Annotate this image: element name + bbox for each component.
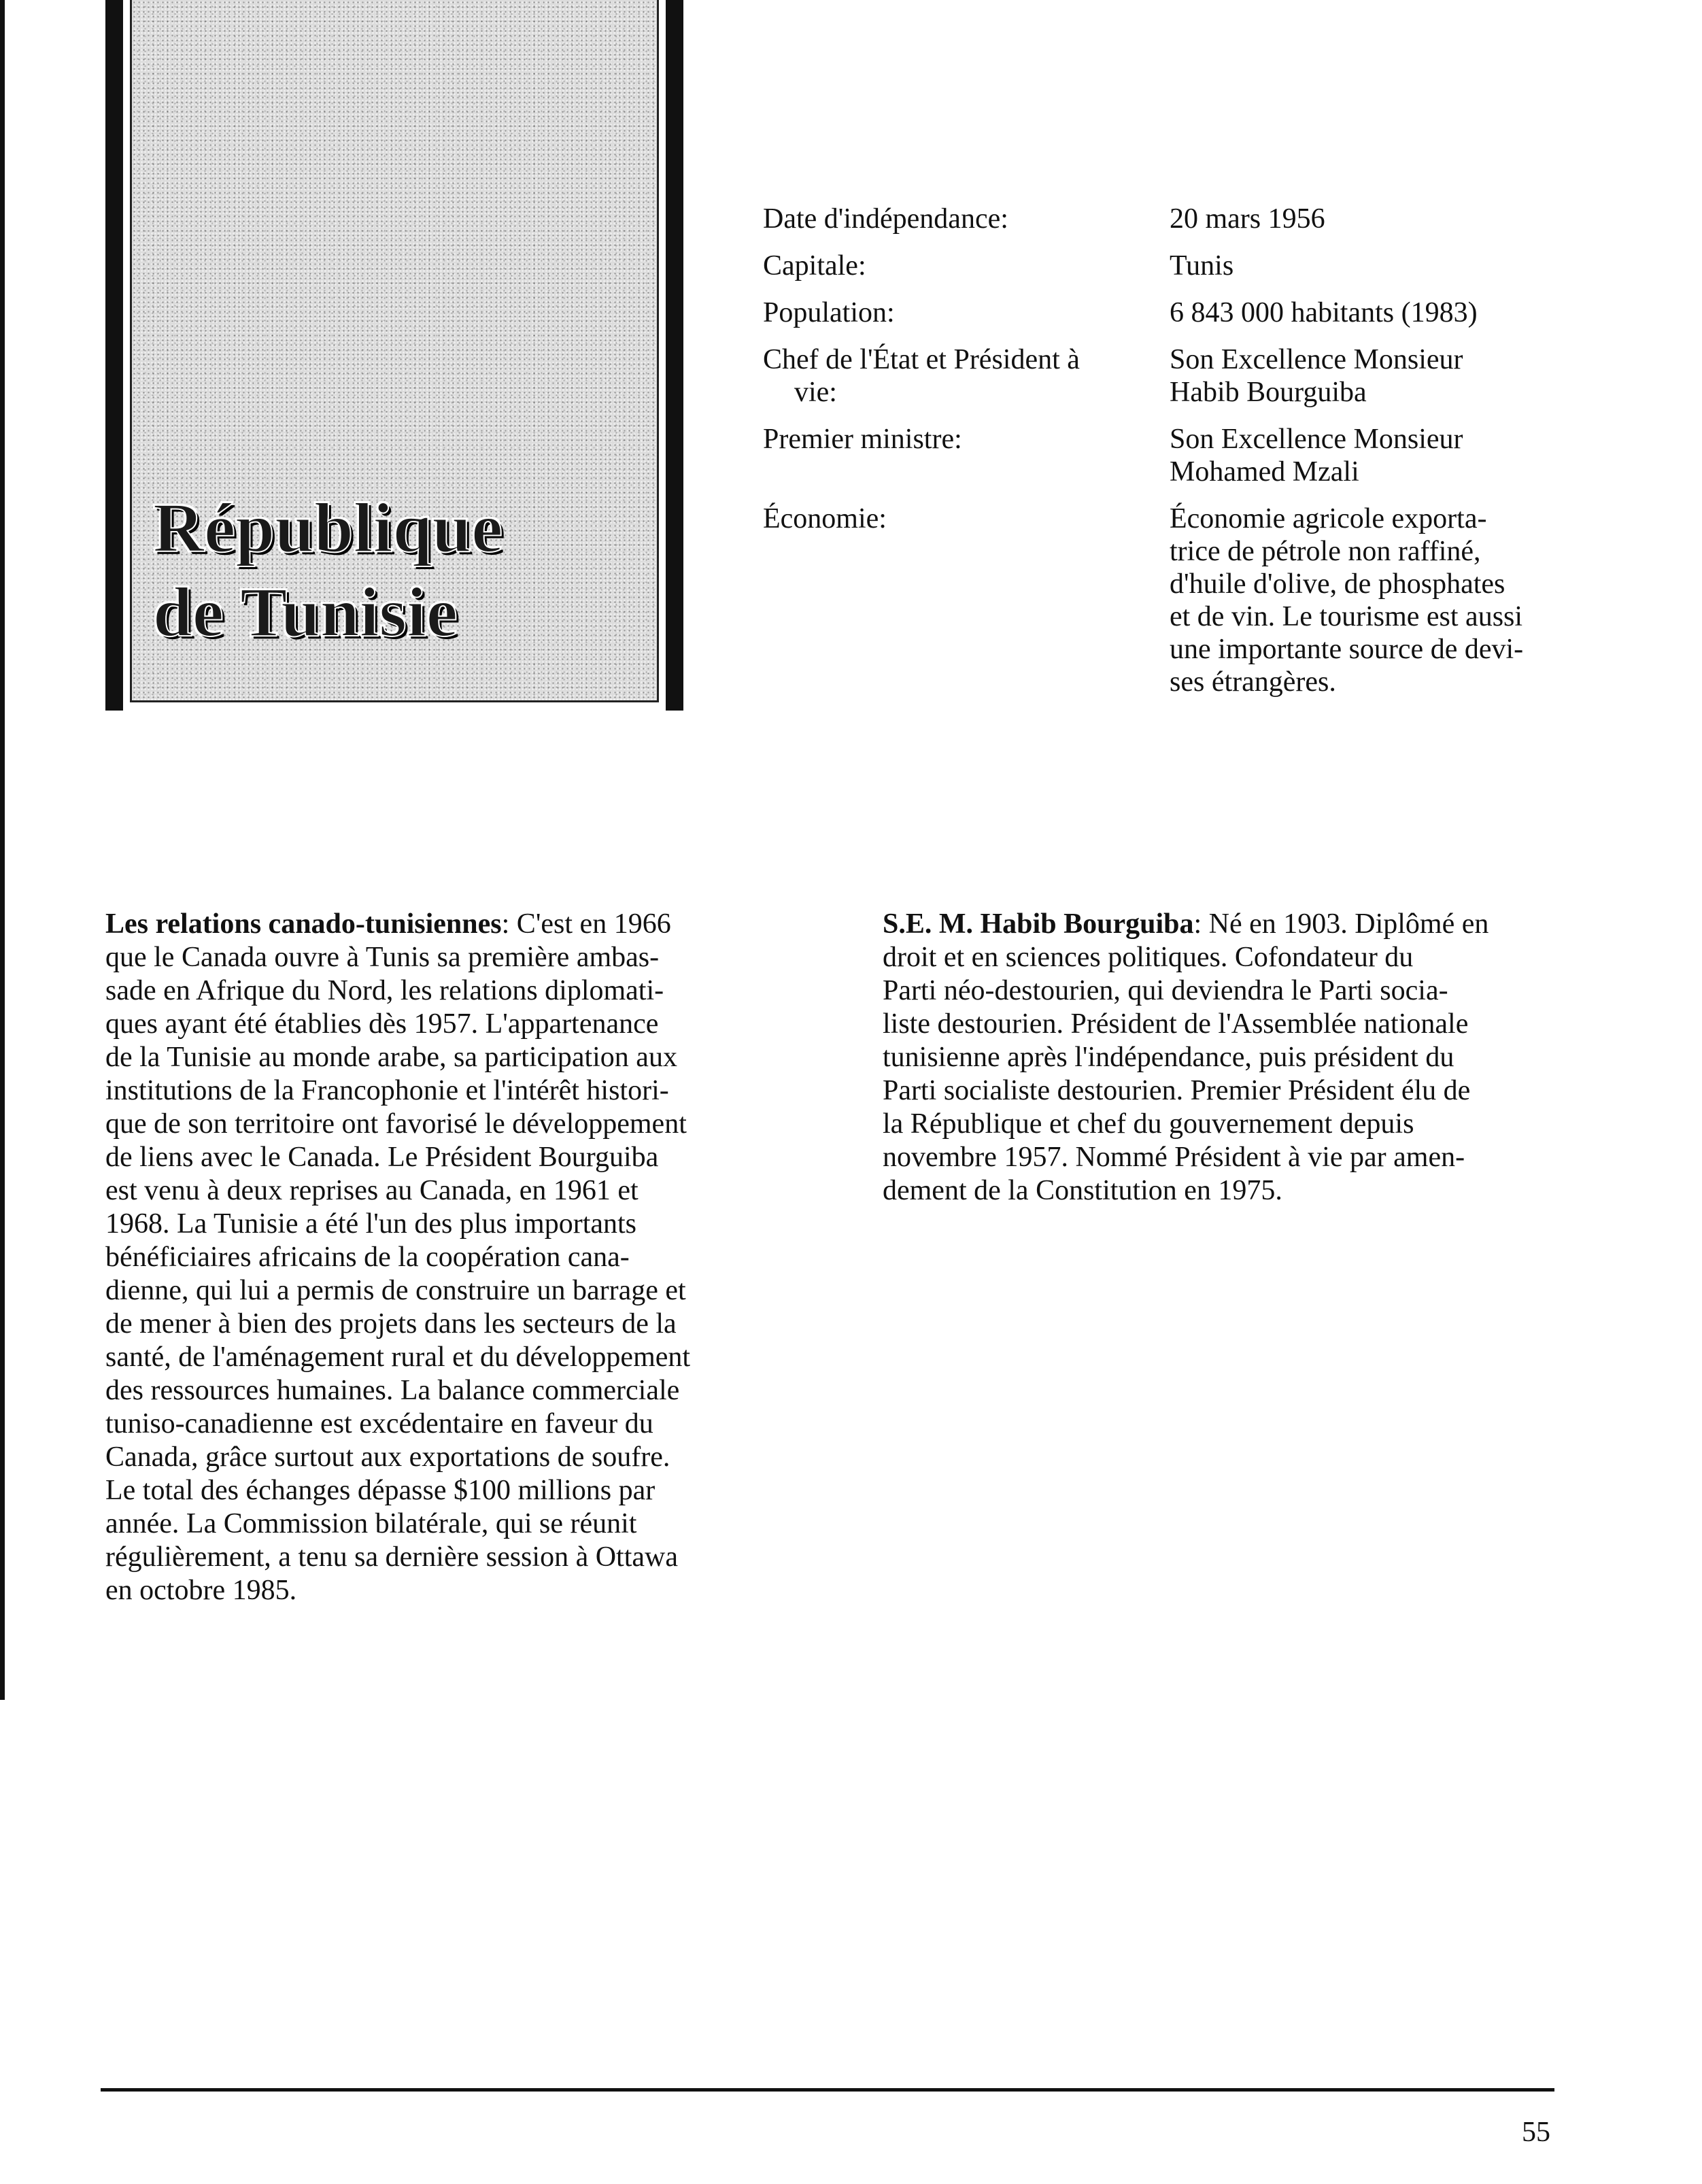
fact-label: Capitale:: [763, 250, 866, 281]
paragraph-line: régulièrement, a tenu sa dernière session à Ottawa: [105, 1541, 678, 1573]
bio-paragraph: [883, 908, 1569, 1208]
paragraph-line: tunisienne après l'indépendance, puis président du: [883, 1042, 1454, 1073]
fact-head-of-state: [763, 343, 1599, 409]
title-line-2: de Tunisie: [153, 573, 458, 651]
page-number: 55: [1522, 2117, 1550, 2148]
paragraph-line: bénéficiaires africains de la coopération cana-: [105, 1242, 630, 1273]
paragraph-line: 1968. La Tunisie a été l'un des plus importants: [105, 1208, 637, 1240]
fact-label: Premier ministre:: [763, 424, 962, 455]
title-box-left-bar: [105, 0, 123, 711]
paragraph-line: sade en Afrique du Nord, les relations diplomati-: [105, 975, 664, 1006]
paragraph-line: de la Tunisie au monde arabe, sa participation aux: [105, 1042, 677, 1073]
fact-economy: [763, 502, 1599, 698]
paragraph-line: année. La Commission bilatérale, qui se réunit: [105, 1508, 637, 1539]
paragraph-line: S.E. M. Habib Bourguiba: Né en 1903. Diplômé en: [883, 908, 1489, 940]
paragraph-line: que le Canada ouvre à Tunis sa première ambas-: [105, 942, 660, 973]
paragraph-line: santé, de l'aménagement rural et du développement: [105, 1342, 691, 1373]
paragraph-line: dienne, qui lui a permis de construire un barrage et: [105, 1275, 686, 1306]
paragraph-line: Parti néo-destourien, qui deviendra le Parti socia-: [883, 975, 1448, 1006]
fact-capital: [763, 250, 1599, 282]
fact-population: [763, 296, 1599, 329]
title-box-right-bar: [666, 0, 683, 711]
fact-value: 20 mars 1956: [1170, 203, 1325, 235]
fact-label: Date d'indépendance:: [763, 203, 1008, 235]
fact-sheet: [763, 203, 1599, 698]
paragraph-line: de mener à bien des projets dans les secteurs de la: [105, 1308, 677, 1340]
page-title: [153, 486, 503, 655]
paragraph-line: dement de la Constitution en 1975.: [883, 1175, 1282, 1206]
left-margin-rule: [0, 0, 5, 1700]
fact-value: Son Excellence Monsieur Mohamed Mzali: [1170, 424, 1463, 488]
fact-label: Population:: [763, 297, 895, 328]
paragraph-line: en octobre 1985.: [105, 1575, 297, 1606]
paragraph-line: liste destourien. Président de l'Assemblée nationale: [883, 1008, 1469, 1040]
title-line-1: République: [153, 489, 503, 567]
fact-value: Économie agricole exporta- trice de pétrole non raffiné, d'huile d'olive, de phosphates et de vin. Le tourisme est aussi une importante source de devi- ses étrangères.: [1170, 503, 1524, 698]
paragraph-line: de liens avec le Canada. Le Président Bourguiba: [105, 1142, 659, 1173]
paragraph-line: Canada, grâce surtout aux exportations de soufre.: [105, 1441, 670, 1473]
fact-independence: [763, 203, 1599, 235]
relations-heading: Les relations canado-tunisiennes: [105, 908, 502, 940]
paragraph-line: la République et chef du gouvernement depuis: [883, 1108, 1414, 1140]
paragraph-line: Le total des échanges dépasse $100 millions par: [105, 1475, 656, 1506]
paragraph-line: Les relations canado-tunisiennes: C'est en 1966: [105, 908, 671, 940]
paragraph-line: institutions de la Francophonie et l'intérêt histori-: [105, 1075, 669, 1106]
footer-rule: [101, 2088, 1554, 2092]
fact-prime-minister: [763, 423, 1599, 488]
relations-paragraph: [105, 908, 813, 1607]
fact-value: 6 843 000 habitants (1983): [1170, 297, 1478, 328]
paragraph-line: que de son territoire ont favorisé le développement: [105, 1108, 687, 1140]
paragraph-line: des ressources humaines. La balance commerciale: [105, 1375, 680, 1406]
title-box: [105, 0, 683, 711]
bio-heading: S.E. M. Habib Bourguiba: [883, 908, 1194, 940]
paragraph-line: tuniso-canadienne est excédentaire en faveur du: [105, 1408, 653, 1439]
fact-label: Chef de l'État et Président à vie:: [763, 344, 1080, 408]
paragraph-line: Parti socialiste destourien. Premier Président élu de: [883, 1075, 1471, 1106]
fact-value: Son Excellence Monsieur Habib Bourguiba: [1170, 344, 1463, 408]
fact-label: Économie:: [763, 503, 887, 534]
paragraph-line: droit et en sciences politiques. Cofondateur du: [883, 942, 1414, 973]
paragraph-line: ques ayant été établies dès 1957. L'appartenance: [105, 1008, 659, 1040]
paragraph-line: novembre 1957. Nommé Président à vie par amen-: [883, 1142, 1465, 1173]
fact-value: Tunis: [1170, 250, 1234, 281]
paragraph-line: est venu à deux reprises au Canada, en 1961 et: [105, 1175, 639, 1206]
